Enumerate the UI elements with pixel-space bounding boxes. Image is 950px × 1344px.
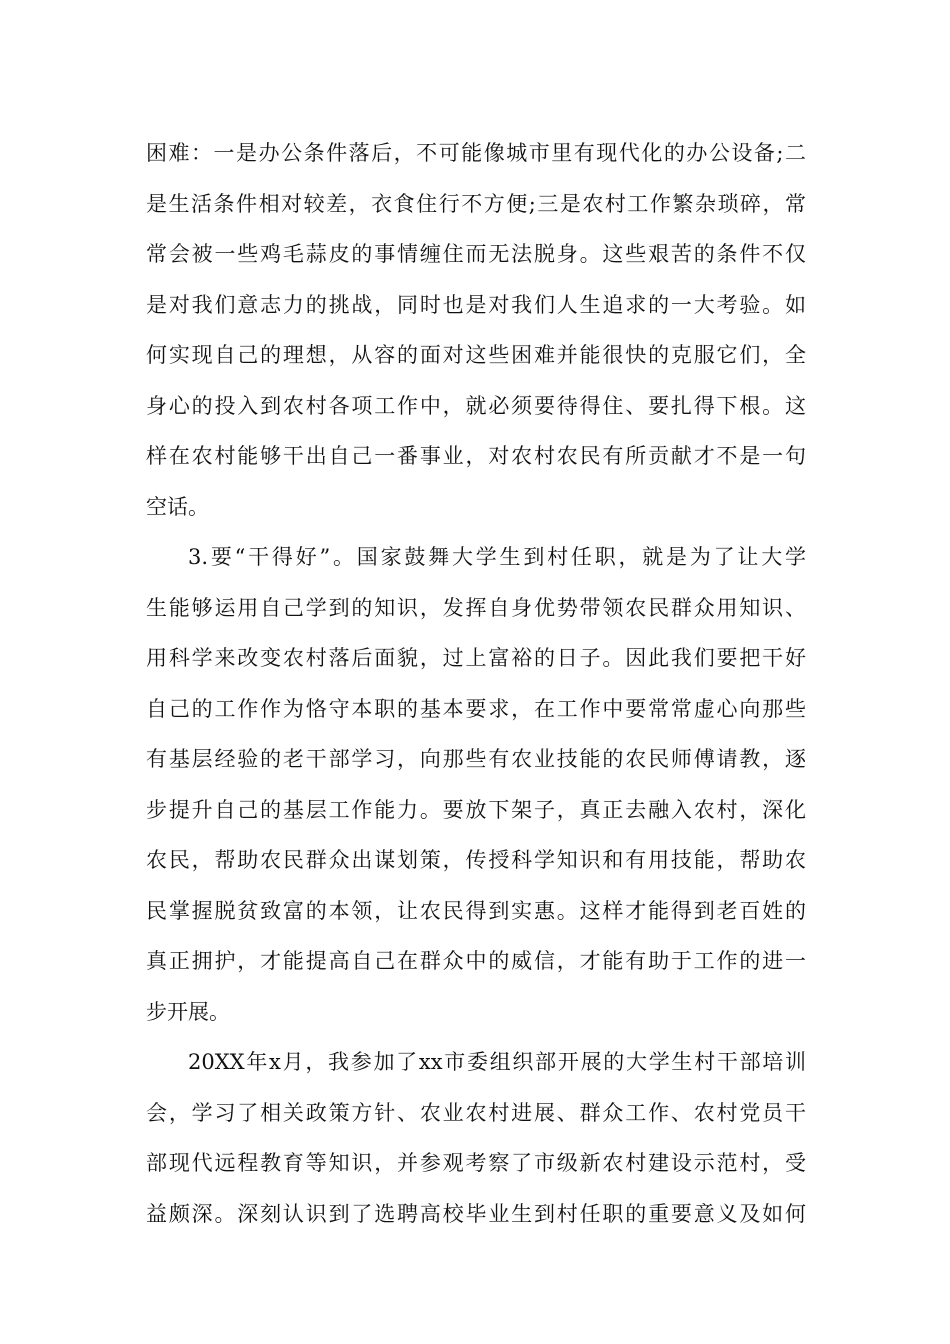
- text-line: 自己的工作作为恪守本职的基本要求，在工作中要常常虚心向那些: [146, 696, 806, 721]
- text-line: 真正拥护，才能提高自己在群众中的威信，才能有助于工作的进一: [146, 949, 806, 973]
- text-line: 民掌握脱贫致富的本领，让农民得到实惠。这样才能得到老百姓的: [146, 898, 806, 923]
- text-line: 步开展。: [146, 999, 230, 1024]
- text-line: 会，学习了相关政策方针、农业农村进展、群众工作、农村党员干: [146, 1100, 806, 1125]
- text-line: 步提升自己的基层工作能力。要放下架子，真正去融入农村，深化: [146, 797, 806, 822]
- text-line: 生能够运用自己学到的知识，发挥自身优势带领农民群众用知识、: [146, 595, 806, 620]
- text-line: 部现代远程教育等知识，并参观考察了市级新农村建设示范村，受: [146, 1151, 806, 1175]
- text-line: 常会被一些鸡毛蒜皮的事情缠住而无法脱身。这些艰苦的条件不仅: [146, 242, 806, 266]
- text-line: 是对我们意志力的挑战，同时也是对我们人生追求的一大考验。如: [146, 292, 806, 317]
- text-line: 20XX年x月，我参加了xx市委组织部开展的大学生村干部培训: [188, 1050, 806, 1074]
- text-line: 何实现自己的理想，从容的面对这些困难并能很快的克服它们，全: [146, 343, 806, 367]
- text-line: 空话。: [146, 494, 209, 519]
- text-line: 是生活条件相对较差，衣食住行不方便;三是农村工作繁杂琐碎，常: [146, 191, 806, 216]
- text-line: 困难：一是办公条件落后，不可能像城市里有现代化的办公设备;二: [146, 141, 806, 165]
- text-line: 样在农村能够干出自己一番事业，对农村农民有所贡献才不是一句: [146, 444, 806, 468]
- text-line: 用科学来改变农村落后面貌，过上富裕的日子。因此我们要把干好: [146, 646, 806, 670]
- text-line: 益颇深。深刻认识到了选聘高校毕业生到村任职的重要意义及如何: [146, 1201, 806, 1226]
- body-text: [146, 128, 806, 1239]
- text-line: 农民，帮助农民群众出谋划策，传授科学知识和有用技能，帮助农: [146, 848, 806, 872]
- text-line: 有基层经验的老干部学习，向那些有农业技能的农民师傅请教，逐: [146, 747, 806, 771]
- text-line: 身心的投入到农村各项工作中，就必须要待得住、要扎得下根。这: [146, 393, 806, 418]
- text-line: 3.要“干得好”。国家鼓舞大学生到村任职，就是为了让大学: [188, 545, 806, 569]
